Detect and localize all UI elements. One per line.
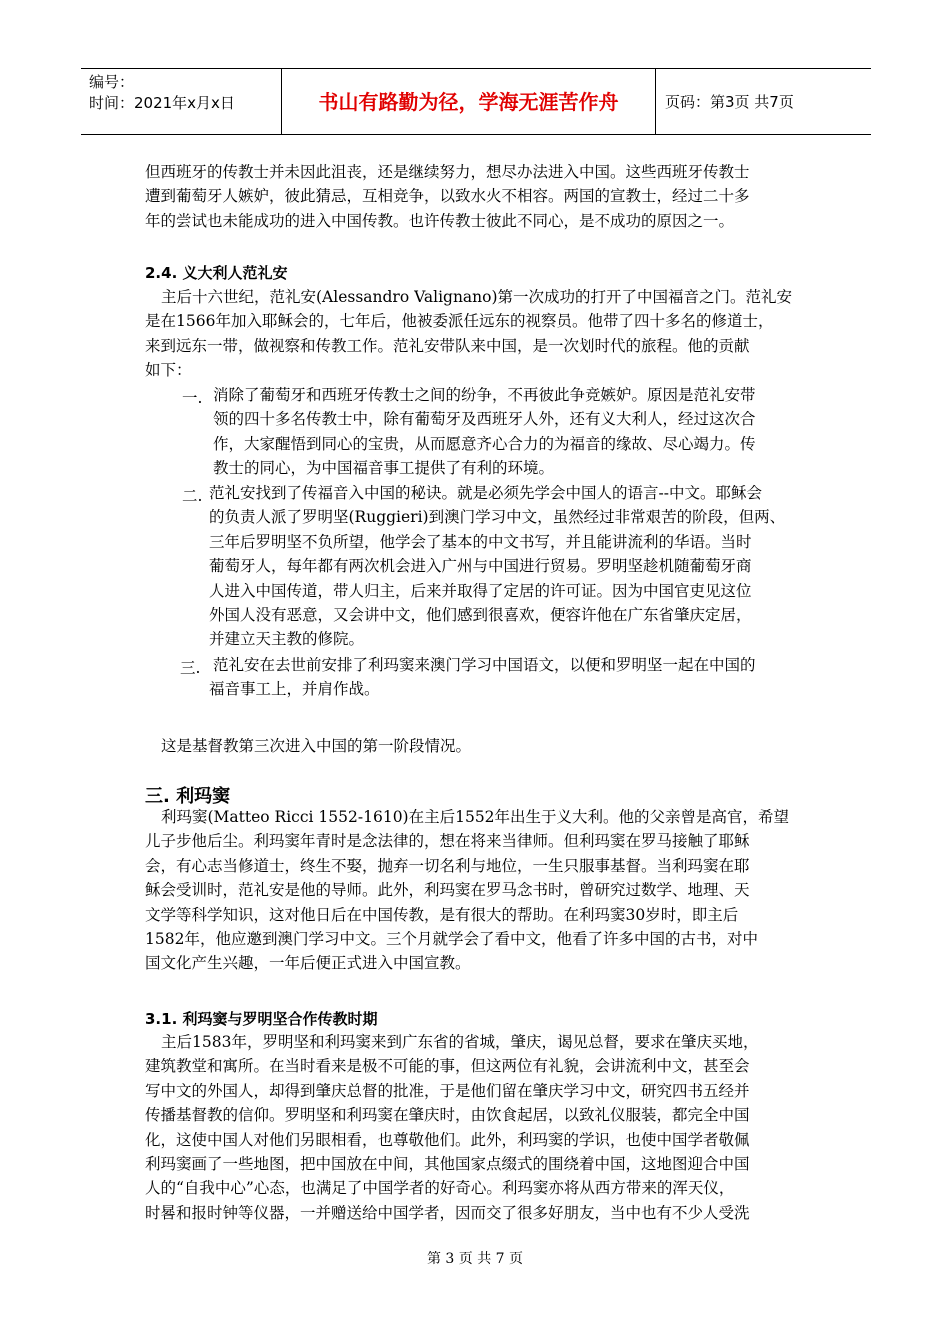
summary-paragraph (161, 734, 471, 758)
text-line: 是在1566年加入耶稣会的，七年后，他被委派任远东的视察员。他带了四十多名的修道士， (145, 312, 774, 331)
text-line: 传播基督教的信仰。罗明坚和利玛窦在肇庆时，由饮食起居，以致礼仪服装，都完全中国 (145, 1106, 750, 1125)
text-line: 会，有心志当修道士，终生不娶，抛弃一切名利与地位，一生只服事基督。当利玛窦在耶 (145, 856, 750, 875)
section-2-4-paragraph (145, 285, 792, 383)
header-divider (655, 69, 656, 135)
text-line: 利玛窦(Matteo Ricci 1552-1610)在主后1552年出生于义大利。他的父亲曾是高官，希望 (161, 808, 790, 826)
text-line: 建筑教堂和寓所。在当时看来是极不可能的事，但这两位有礼貌，会讲流利中文，甚至会 (145, 1057, 750, 1076)
text-line: 儿子步他后尘。利玛窦年青时是念法律的，想在将来当律师。但利玛窦在罗马接触了耶稣 (145, 832, 750, 851)
list-number: 三. (180, 659, 201, 677)
text-line: 作，大家醒悟到同心的宝贵，从而愿意齐心合力的为福音的缘故、尽心竭力。传 (213, 434, 756, 453)
text-line: 主后十六世纪，范礼安(Alessandro Valignano)第一次成功的打开了中国福音之门。范礼安 (161, 288, 793, 306)
header-page-label: 页码：第3页 共7页 (665, 93, 794, 111)
text-line: 外国人没有恶意，又会讲中文，他们感到很喜欢，便容许他在广东省肇庆定居， (209, 606, 752, 625)
text-line: 并建立天主教的修院。 (209, 630, 365, 649)
section-heading-3-1: 3.1. 利玛窦与罗明坚合作传教时期 (145, 1010, 378, 1028)
header-time-label: 时间：2021年x月x日 (89, 94, 235, 112)
text-line: 福音事工上，并肩作战。 (209, 680, 380, 699)
list-item (209, 653, 756, 702)
text-line: 葡萄牙人，每年都有两次机会进入广州与中国进行贸易。罗明坚趁机随葡萄牙商 (209, 557, 752, 576)
text-line: 来到远东一带，做视察和传教工作。范礼安带队来中国，是一次划时代的旅程。他的贡献 (145, 336, 750, 355)
text-line: 但西班牙的传教士并未因此沮丧，还是继续努力，想尽办法进入中国。这些西班牙传教士 (145, 163, 750, 181)
text-line: 1582年，他应邀到澳门学习中文。三个月就学会了看中文，他看了许多中国的古书，对中 (145, 930, 758, 949)
text-line: 三年后罗明坚不负所望，他学会了基本的中文书写，并且能讲流利的华语。当时 (209, 532, 752, 551)
text-line: 如下： (145, 361, 192, 380)
section-3-1-paragraph (145, 1030, 758, 1225)
header-motto: 书山有路勤为径，学海无涯苦作舟 (318, 90, 619, 114)
text-line: 稣会受训时，范礼安是他的导师。此外，利玛窦在罗马念书时，曾研究过数学、地理、天 (145, 881, 750, 900)
section-heading-3: 三. 利玛窦 (145, 786, 231, 807)
text-line: 时晷和报时钟等仪器，一并赠送给中国学者，因而交了很多好朋友，当中也有不少人受洗 (145, 1203, 750, 1222)
text-line: 主后1583年，罗明坚和利玛窦来到广东省的省城，肇庆，谒见总督，要求在肇庆买地， (161, 1033, 759, 1051)
list-number: 二. (182, 487, 203, 505)
text-line: 范礼安找到了传福音入中国的秘诀。就是必须先学会中国人的语言--中文。耶稣会 (209, 484, 762, 502)
text-line: 化，这使中国人对他们另眼相看，也尊敬他们。此外，利玛窦的学识，也使中国学者敬佩 (145, 1130, 750, 1149)
section-heading-2-4: 2.4. 义大利人范礼安 (145, 264, 288, 282)
text-line: 教士的同心，为中国福音事工提供了有利的环境。 (213, 459, 555, 478)
text-line: 人进入中国传道，带人归主，后来并取得了定居的许可证。因为中国官吏见这位 (209, 581, 752, 600)
text-line: 文学等科学知识，这对他日后在中国传教，是有很大的帮助。在利玛窦30岁时，即主后 (145, 905, 739, 924)
text-line: 年的尝试也未能成功的进入中国传教。也许传教士彼此不同心，是不成功的原因之一。 (145, 211, 735, 230)
text-line: 领的四十多名传教士中，除有葡萄牙及西班牙人外，还有义大利人，经过这次合 (213, 410, 756, 429)
text-line: 人的“自我中心”心态，也满足了中国学者的好奇心。利玛窦亦将从西方带来的浑天仪， (145, 1179, 735, 1198)
header-number-label: 编号： (89, 73, 135, 91)
page-header (81, 68, 871, 135)
section-3-paragraph (145, 805, 789, 976)
text-line: 利玛窦画了一些地图，把中国放在中间，其他国家点缀式的围绕着中国，这地图迎合中国 (145, 1155, 750, 1174)
list-number: 一. (182, 389, 203, 407)
text-line: 这是基督教第三次进入中国的第一阶段情况。 (161, 737, 472, 755)
text-line: 消除了葡萄牙和西班牙传教士之间的纷争，不再彼此争竞嫉妒。原因是范礼安带 (213, 386, 756, 404)
text-line: 的负责人派了罗明坚(Ruggieri)到澳门学习中文，虽然经过非常艰苦的阶段，但两、 (209, 508, 786, 527)
intro-paragraph (145, 160, 750, 233)
header-meta (89, 72, 235, 114)
list-item (209, 481, 785, 652)
page-footer: 第 3 页 共 7 页 (426, 1251, 524, 1267)
list-item (213, 383, 756, 481)
text-line: 遭到葡萄牙人嫉妒，彼此猜忌，互相竞争，以致水火不相容。两国的宣教士，经过二十多 (145, 187, 750, 206)
text-line: 范礼安在去世前安排了利玛窦来澳门学习中国语文，以便和罗明坚一起在中国的 (213, 656, 756, 674)
text-line: 国文化产生兴趣，一年后便正式进入中国宣教。 (145, 954, 471, 973)
text-line: 写中文的外国人，却得到肇庆总督的批准，于是他们留在肇庆学习中文，研究四书五经并 (145, 1081, 750, 1100)
